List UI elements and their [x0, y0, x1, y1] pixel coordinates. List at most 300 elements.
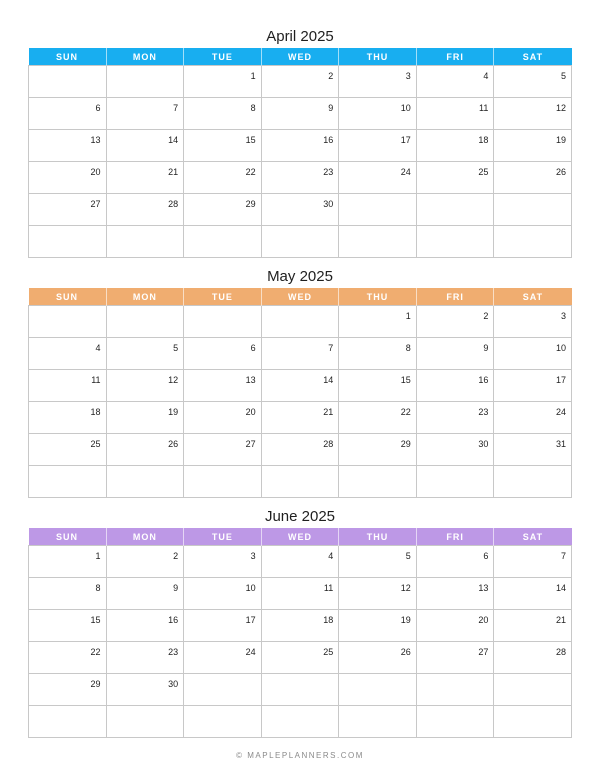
- day-number: 28: [555, 647, 566, 657]
- day-cell: [29, 402, 107, 434]
- day-cell: [494, 370, 572, 402]
- day-cell: [416, 66, 494, 98]
- day-number: [494, 706, 571, 711]
- day-cell: [29, 546, 107, 578]
- day-number: 31: [555, 439, 566, 449]
- day-cell: [416, 674, 494, 706]
- day-number: 14: [323, 375, 334, 385]
- weekday-sat: SAT: [494, 288, 572, 306]
- day-number: 22: [90, 647, 101, 657]
- day-number: 15: [400, 375, 411, 385]
- day-number: 2: [173, 551, 179, 561]
- day-number: 24: [245, 647, 256, 657]
- day-cell: [494, 546, 572, 578]
- day-number: 6: [483, 551, 489, 561]
- week-row: [29, 706, 572, 738]
- day-cell: [261, 338, 339, 370]
- day-cell: [184, 306, 262, 338]
- day-cell: [494, 130, 572, 162]
- day-cell: [416, 194, 494, 226]
- day-number: [494, 466, 571, 471]
- day-number: [417, 706, 494, 711]
- day-cell: [261, 610, 339, 642]
- day-cell: [184, 578, 262, 610]
- weekday-header-row: [29, 288, 572, 306]
- day-cell: [416, 610, 494, 642]
- day-number: 20: [90, 167, 101, 177]
- day-number: 27: [478, 647, 489, 657]
- day-cell: [29, 162, 107, 194]
- day-number: 25: [323, 647, 334, 657]
- day-number: 24: [400, 167, 411, 177]
- day-number: 23: [168, 647, 179, 657]
- day-cell: [29, 642, 107, 674]
- day-number: 14: [555, 583, 566, 593]
- day-cell: [261, 674, 339, 706]
- day-number: 24: [555, 407, 566, 417]
- week-row: [29, 434, 572, 466]
- day-number: 6: [250, 343, 256, 353]
- day-number: 4: [95, 343, 101, 353]
- weekday-header-row: [29, 528, 572, 546]
- weekday-thu: THU: [339, 48, 417, 66]
- weekday-thu: THU: [339, 288, 417, 306]
- day-cell: [261, 130, 339, 162]
- day-cell: [184, 610, 262, 642]
- day-number: 30: [168, 679, 179, 689]
- day-cell: [416, 706, 494, 738]
- day-cell: [494, 402, 572, 434]
- day-number: 19: [168, 407, 179, 417]
- day-number: 2: [328, 71, 334, 81]
- day-cell: [106, 642, 184, 674]
- day-cell: [494, 306, 572, 338]
- day-number: 16: [168, 615, 179, 625]
- day-number: 26: [555, 167, 566, 177]
- day-number: 27: [245, 439, 256, 449]
- day-cell: [261, 162, 339, 194]
- day-cell: [494, 674, 572, 706]
- day-number: 18: [478, 135, 489, 145]
- day-cell: [339, 402, 417, 434]
- day-number: 21: [555, 615, 566, 625]
- day-number: [107, 66, 184, 71]
- day-number: 22: [245, 167, 256, 177]
- day-number: [494, 194, 571, 199]
- weekday-wed: WED: [261, 288, 339, 306]
- day-cell: [416, 370, 494, 402]
- calendar-body: [29, 546, 572, 738]
- calendar-grid: [28, 288, 572, 498]
- day-number: 13: [90, 135, 101, 145]
- day-cell: [494, 226, 572, 258]
- day-number: 13: [478, 583, 489, 593]
- day-cell: [106, 610, 184, 642]
- day-number: 9: [173, 583, 179, 593]
- day-cell: [29, 434, 107, 466]
- week-row: [29, 578, 572, 610]
- month-title: April 2025: [266, 28, 334, 45]
- day-cell: [416, 338, 494, 370]
- day-cell: [184, 162, 262, 194]
- day-cell: [339, 674, 417, 706]
- day-cell: [106, 98, 184, 130]
- day-cell: [184, 66, 262, 98]
- day-cell: [261, 402, 339, 434]
- weekday-tue: TUE: [184, 48, 262, 66]
- day-number: [262, 674, 339, 679]
- day-cell: [106, 226, 184, 258]
- day-cell: [339, 98, 417, 130]
- day-cell: [29, 226, 107, 258]
- day-cell: [261, 466, 339, 498]
- weekday-sun: SUN: [29, 48, 107, 66]
- day-number: 30: [323, 199, 334, 209]
- day-cell: [494, 66, 572, 98]
- day-cell: [416, 162, 494, 194]
- day-cell: [416, 466, 494, 498]
- day-number: 25: [478, 167, 489, 177]
- day-number: 3: [405, 71, 411, 81]
- weekday-mon: MON: [106, 288, 184, 306]
- day-number: [262, 466, 339, 471]
- day-cell: [106, 130, 184, 162]
- day-cell: [106, 706, 184, 738]
- day-cell: [29, 610, 107, 642]
- week-row: [29, 642, 572, 674]
- day-number: 3: [560, 311, 566, 321]
- day-cell: [106, 194, 184, 226]
- day-cell: [29, 66, 107, 98]
- day-number: [184, 306, 261, 311]
- day-number: [29, 466, 106, 471]
- weekday-fri: FRI: [416, 528, 494, 546]
- day-number: 17: [245, 615, 256, 625]
- day-cell: [416, 578, 494, 610]
- day-cell: [29, 706, 107, 738]
- day-number: 21: [323, 407, 334, 417]
- day-number: 7: [173, 103, 179, 113]
- day-number: [29, 306, 106, 311]
- calendar-body: [29, 306, 572, 498]
- day-cell: [106, 434, 184, 466]
- day-number: [339, 706, 416, 711]
- day-cell: [106, 162, 184, 194]
- day-number: 20: [478, 615, 489, 625]
- week-row: [29, 162, 572, 194]
- day-number: 25: [90, 439, 101, 449]
- day-cell: [494, 578, 572, 610]
- day-number: 19: [555, 135, 566, 145]
- day-cell: [106, 402, 184, 434]
- month-april: [28, 26, 572, 258]
- day-number: [494, 226, 571, 231]
- day-number: [184, 466, 261, 471]
- day-cell: [106, 370, 184, 402]
- day-cell: [29, 674, 107, 706]
- day-cell: [261, 706, 339, 738]
- day-number: 10: [245, 583, 256, 593]
- day-cell: [261, 546, 339, 578]
- day-cell: [339, 706, 417, 738]
- day-cell: [416, 402, 494, 434]
- month-title: June 2025: [264, 508, 336, 525]
- day-number: 18: [90, 407, 101, 417]
- day-number: 12: [555, 103, 566, 113]
- day-cell: [339, 130, 417, 162]
- day-cell: [261, 66, 339, 98]
- day-number: 12: [168, 375, 179, 385]
- weekday-fri: FRI: [416, 48, 494, 66]
- day-cell: [261, 306, 339, 338]
- day-number: [339, 194, 416, 199]
- week-row: [29, 338, 572, 370]
- day-cell: [184, 370, 262, 402]
- day-number: 11: [479, 103, 489, 113]
- day-number: 29: [245, 199, 256, 209]
- day-cell: [339, 642, 417, 674]
- month-june: [28, 506, 572, 738]
- day-number: 16: [478, 375, 489, 385]
- calendar-grid: [28, 48, 572, 258]
- month-title: May 2025: [267, 268, 333, 285]
- day-number: 27: [90, 199, 101, 209]
- day-cell: [494, 162, 572, 194]
- day-cell: [416, 434, 494, 466]
- day-cell: [106, 578, 184, 610]
- day-number: [107, 466, 184, 471]
- day-number: [107, 706, 184, 711]
- week-row: [29, 98, 572, 130]
- day-cell: [184, 642, 262, 674]
- day-cell: [339, 338, 417, 370]
- weekday-sun: SUN: [29, 288, 107, 306]
- week-row: [29, 130, 572, 162]
- weekday-sat: SAT: [494, 48, 572, 66]
- calendar-grid: [28, 528, 572, 738]
- day-number: [262, 306, 339, 311]
- day-number: 18: [323, 615, 334, 625]
- day-number: [107, 226, 184, 231]
- day-cell: [339, 194, 417, 226]
- weekday-sun: SUN: [29, 528, 107, 546]
- day-cell: [261, 434, 339, 466]
- day-number: 8: [250, 103, 256, 113]
- day-cell: [106, 546, 184, 578]
- day-number: 1: [250, 71, 256, 81]
- day-cell: [339, 226, 417, 258]
- day-cell: [339, 546, 417, 578]
- day-cell: [416, 306, 494, 338]
- day-cell: [494, 466, 572, 498]
- day-number: 20: [245, 407, 256, 417]
- day-cell: [184, 706, 262, 738]
- day-number: [29, 226, 106, 231]
- day-cell: [416, 546, 494, 578]
- week-row: [29, 194, 572, 226]
- week-row: [29, 306, 572, 338]
- day-number: 23: [323, 167, 334, 177]
- day-number: 26: [168, 439, 179, 449]
- month-may: [28, 266, 572, 498]
- day-number: [339, 466, 416, 471]
- day-cell: [339, 466, 417, 498]
- day-cell: [106, 306, 184, 338]
- day-cell: [261, 370, 339, 402]
- week-row: [29, 402, 572, 434]
- day-cell: [106, 338, 184, 370]
- day-number: 4: [328, 551, 334, 561]
- day-cell: [416, 642, 494, 674]
- day-cell: [29, 130, 107, 162]
- day-number: 9: [328, 103, 334, 113]
- week-row: [29, 546, 572, 578]
- weekday-sat: SAT: [494, 528, 572, 546]
- day-cell: [416, 130, 494, 162]
- day-cell: [416, 98, 494, 130]
- day-number: [417, 226, 494, 231]
- day-cell: [494, 706, 572, 738]
- day-number: [29, 66, 106, 71]
- day-number: 2: [483, 311, 489, 321]
- day-cell: [184, 546, 262, 578]
- day-number: 7: [560, 551, 566, 561]
- day-number: 11: [91, 375, 101, 385]
- day-cell: [184, 402, 262, 434]
- day-cell: [184, 338, 262, 370]
- day-cell: [261, 226, 339, 258]
- day-number: 4: [483, 71, 489, 81]
- day-number: 5: [173, 343, 179, 353]
- week-row: [29, 674, 572, 706]
- day-number: [339, 226, 416, 231]
- footer-credit: © MAPLEPLANNERS.COM: [236, 751, 364, 760]
- day-number: [494, 674, 571, 679]
- day-number: [262, 706, 339, 711]
- weekday-wed: WED: [261, 48, 339, 66]
- day-cell: [261, 194, 339, 226]
- day-number: [184, 706, 261, 711]
- week-row: [29, 466, 572, 498]
- day-cell: [106, 674, 184, 706]
- week-row: [29, 66, 572, 98]
- day-number: [184, 674, 261, 679]
- day-cell: [494, 434, 572, 466]
- day-number: 22: [400, 407, 411, 417]
- day-number: 11: [323, 583, 334, 593]
- day-cell: [339, 370, 417, 402]
- day-cell: [339, 306, 417, 338]
- day-number: 1: [95, 551, 101, 561]
- day-number: 26: [400, 647, 411, 657]
- day-number: 30: [478, 439, 489, 449]
- day-cell: [184, 674, 262, 706]
- weekday-mon: MON: [106, 528, 184, 546]
- day-number: 8: [405, 343, 411, 353]
- day-number: 16: [323, 135, 334, 145]
- day-cell: [106, 466, 184, 498]
- day-number: 9: [483, 343, 489, 353]
- day-cell: [106, 66, 184, 98]
- day-cell: [184, 226, 262, 258]
- weekday-thu: THU: [339, 528, 417, 546]
- day-number: [339, 674, 416, 679]
- day-cell: [261, 98, 339, 130]
- day-number: 29: [400, 439, 411, 449]
- week-row: [29, 370, 572, 402]
- calendar-body: [29, 66, 572, 258]
- day-cell: [416, 226, 494, 258]
- day-cell: [29, 466, 107, 498]
- day-number: 3: [250, 551, 256, 561]
- day-number: 5: [405, 551, 411, 561]
- weekday-tue: TUE: [184, 288, 262, 306]
- day-cell: [29, 98, 107, 130]
- day-cell: [184, 194, 262, 226]
- day-cell: [494, 338, 572, 370]
- day-number: 21: [168, 167, 179, 177]
- day-cell: [339, 578, 417, 610]
- day-cell: [29, 370, 107, 402]
- day-cell: [29, 194, 107, 226]
- day-number: 14: [168, 135, 179, 145]
- day-cell: [494, 194, 572, 226]
- day-cell: [261, 642, 339, 674]
- week-row: [29, 610, 572, 642]
- day-number: 1: [405, 311, 411, 321]
- day-cell: [29, 578, 107, 610]
- day-cell: [494, 642, 572, 674]
- day-cell: [339, 434, 417, 466]
- day-number: 28: [168, 199, 179, 209]
- day-number: 17: [400, 135, 411, 145]
- day-cell: [339, 66, 417, 98]
- week-row: [29, 226, 572, 258]
- day-number: 29: [90, 679, 101, 689]
- day-number: [262, 226, 339, 231]
- day-number: 19: [400, 615, 411, 625]
- day-number: [29, 706, 106, 711]
- day-cell: [29, 306, 107, 338]
- day-number: 13: [245, 375, 256, 385]
- day-number: 8: [95, 583, 101, 593]
- day-number: 23: [478, 407, 489, 417]
- day-number: 15: [245, 135, 256, 145]
- weekday-header-row: [29, 48, 572, 66]
- weekday-tue: TUE: [184, 528, 262, 546]
- day-cell: [184, 98, 262, 130]
- day-number: [417, 194, 494, 199]
- day-cell: [184, 434, 262, 466]
- weekday-fri: FRI: [416, 288, 494, 306]
- day-cell: [184, 466, 262, 498]
- day-number: 7: [328, 343, 334, 353]
- day-number: [417, 466, 494, 471]
- day-number: [107, 306, 184, 311]
- day-cell: [494, 610, 572, 642]
- day-cell: [184, 130, 262, 162]
- day-number: 15: [90, 615, 101, 625]
- day-number: 5: [560, 71, 566, 81]
- day-number: 28: [323, 439, 334, 449]
- day-cell: [261, 578, 339, 610]
- day-cell: [339, 162, 417, 194]
- day-number: 17: [555, 375, 566, 385]
- day-cell: [494, 98, 572, 130]
- day-number: 10: [555, 343, 566, 353]
- day-number: 12: [400, 583, 411, 593]
- day-number: 6: [95, 103, 101, 113]
